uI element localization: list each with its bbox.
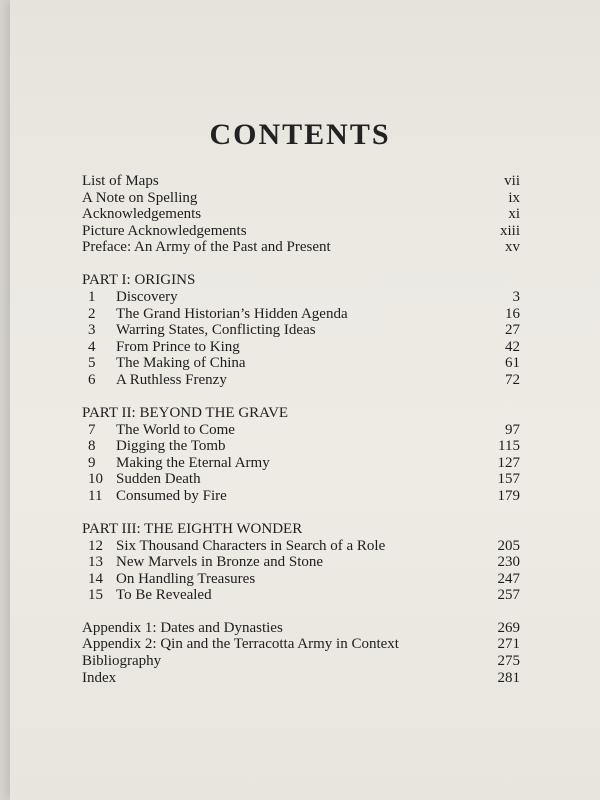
chapter-number: 14 [88, 570, 103, 587]
chapter-entry [82, 422, 532, 439]
chapter-number: 5 [88, 355, 96, 372]
table-of-contents [82, 173, 532, 686]
chapter-title: On Handling Treasures [116, 570, 256, 587]
page-number: 281 [497, 669, 520, 686]
chapter-entry [82, 355, 532, 372]
entry-title: Appendix 2: Qin and the Terracotta Army in Context [82, 636, 399, 653]
page-number: 179 [497, 487, 520, 504]
chapter-entry [82, 554, 532, 571]
page-number: ix [508, 189, 520, 206]
toc-entry [82, 636, 532, 653]
toc-entry [82, 190, 532, 207]
chapter-title: Digging the Tomb [116, 438, 226, 455]
chapter-entry [82, 471, 532, 488]
page-number: 127 [497, 454, 520, 471]
page-number: 205 [497, 537, 520, 554]
page-number: 115 [498, 438, 520, 455]
page-number: 257 [497, 587, 520, 604]
chapter-list [82, 538, 532, 604]
page-number: xiii [499, 222, 520, 239]
page-number: 72 [505, 371, 520, 388]
page-number: 275 [497, 653, 520, 670]
page-number: 271 [497, 636, 520, 653]
chapter-number: 10 [88, 471, 103, 488]
part-heading: PART III: THE EIGHTH WONDER [82, 520, 303, 537]
chapter-title: Discovery [116, 288, 178, 305]
chapter-number: 11 [88, 487, 103, 504]
chapter-number: 4 [88, 338, 96, 355]
toc-entry [82, 223, 532, 240]
chapter-entry [82, 538, 532, 555]
chapter-number: 3 [88, 322, 96, 339]
chapter-number: 13 [88, 554, 103, 571]
chapter-entry [82, 438, 532, 455]
page-number: 269 [497, 619, 520, 636]
chapter-title: Six Thousand Characters in Search of a Role [116, 537, 386, 554]
toc-entry [82, 620, 532, 637]
entry-title: Bibliography [82, 653, 162, 670]
toc-entry [82, 239, 532, 256]
front-matter-list [82, 173, 532, 256]
entry-title: List of Maps [82, 173, 159, 189]
toc-entry [82, 173, 532, 190]
chapter-title: The World to Come [116, 421, 235, 438]
page-number: xv [505, 239, 520, 256]
chapter-entry [82, 339, 532, 356]
chapter-title: The Grand Historian’s Hidden Agenda [116, 305, 348, 322]
section-gap [82, 604, 532, 620]
entry-title: Appendix 1: Dates and Dynasties [82, 619, 283, 636]
toc-entry [82, 206, 532, 223]
chapter-entry [82, 587, 532, 604]
part-heading: PART II: BEYOND THE GRAVE [82, 404, 289, 421]
entry-title: A Note on Spelling [82, 189, 198, 206]
page-number: 97 [505, 421, 520, 438]
chapter-number: 2 [88, 305, 96, 322]
back-matter-list [82, 620, 532, 686]
part-heading: PART I: ORIGINS [82, 271, 196, 288]
chapter-number: 8 [88, 438, 96, 455]
chapter-entry [82, 322, 532, 339]
chapter-number: 7 [88, 421, 96, 438]
chapter-title: Sudden Death [116, 471, 201, 488]
chapter-entry [82, 372, 532, 389]
chapter-entry [82, 488, 532, 505]
chapter-list [82, 422, 532, 505]
chapter-number: 6 [88, 371, 96, 388]
toc-entry [82, 670, 532, 687]
toc-entry [82, 653, 532, 670]
page-number: 61 [505, 355, 520, 372]
page-number: 230 [497, 554, 520, 571]
entry-title: Preface: An Army of the Past and Present [82, 239, 331, 256]
chapter-number: 9 [88, 454, 96, 471]
page-number: 42 [505, 338, 520, 355]
page-number: 16 [505, 305, 520, 322]
page-title: CONTENTS [209, 118, 391, 151]
chapter-entry [82, 571, 532, 588]
entry-title: Index [82, 669, 117, 686]
entry-title: Picture Acknowledgements [82, 222, 247, 239]
chapter-title: Making the Eternal Army [116, 454, 270, 471]
chapter-number: 1 [88, 288, 96, 305]
page-number: 247 [497, 570, 520, 587]
chapter-number: 15 [88, 587, 103, 604]
chapter-number: 12 [88, 537, 103, 554]
page-number: 3 [512, 288, 520, 305]
entry-title: Acknowledgements [82, 206, 202, 223]
chapter-title: From Prince to King [116, 338, 240, 355]
chapter-title: The Making of China [116, 355, 246, 372]
chapter-title: A Ruthless Frenzy [116, 371, 227, 388]
chapter-entry [82, 455, 532, 472]
chapter-entry [82, 289, 532, 306]
page-number: 157 [497, 471, 520, 488]
page-number: vii [504, 173, 520, 189]
chapter-entry [82, 306, 532, 323]
chapter-title: To Be Revealed [116, 587, 212, 604]
page-number: xi [508, 206, 520, 223]
chapter-list [82, 289, 532, 389]
chapter-title: Consumed by Fire [116, 487, 227, 504]
chapter-title: New Marvels in Bronze and Stone [116, 554, 324, 571]
chapter-title: Warring States, Conflicting Ideas [116, 322, 316, 339]
page-number: 27 [505, 322, 520, 339]
